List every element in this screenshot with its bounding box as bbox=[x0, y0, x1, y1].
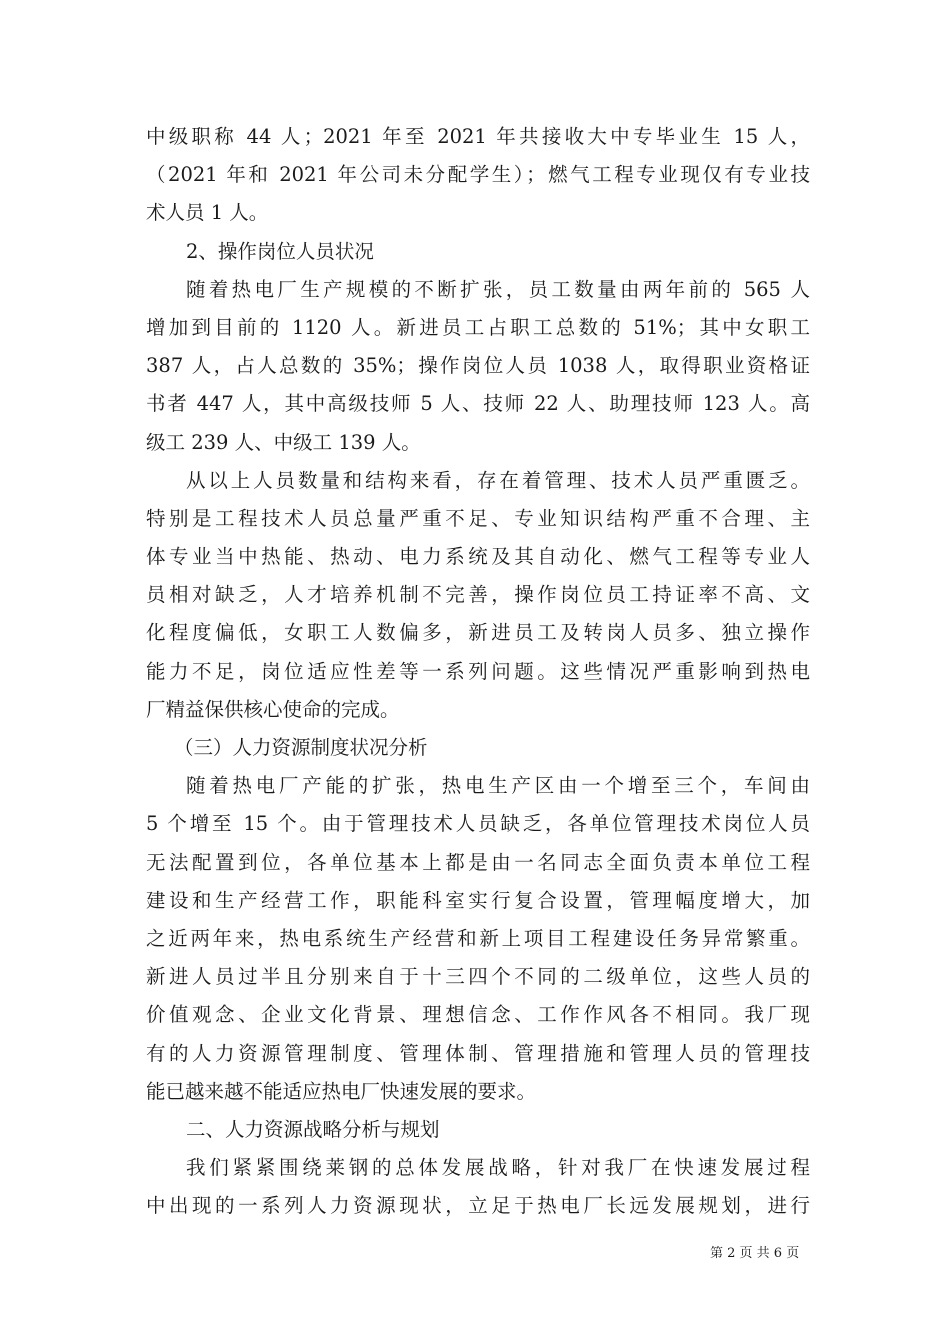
text-line: 5 个增至 15 个。由于管理技术人员缺乏，各单位管理技术岗位人员 bbox=[146, 812, 810, 836]
text-line: 术人员 1 人。 bbox=[146, 201, 269, 225]
text-line: 能已越来越不能适应热电厂快速发展的要求。 bbox=[146, 1079, 537, 1103]
text-line: 体专业当中热能、热动、电力系统及其自动化、燃气工程等专业人 bbox=[146, 545, 810, 569]
text-line: 有的人力资源管理制度、管理体制、管理措施和管理人员的管理技 bbox=[146, 1041, 810, 1065]
text-line: （2021 年和 2021 年公司未分配学生）；燃气工程专业现仅有专业技 bbox=[146, 163, 810, 187]
text-line: 化程度偏低，女职工人数偏多，新进员工及转岗人员多、独立操作 bbox=[146, 621, 810, 645]
text-line: 387 人，占人总数的 35%；操作岗位人员 1038 人，取得职业资格证 bbox=[146, 354, 810, 378]
text-line: 书者 447 人，其中高级技师 5 人、技师 22 人、助理技师 123 人。高 bbox=[146, 392, 810, 416]
text-line: 无法配置到位，各单位基本上都是由一名同志全面负责本单位工程 bbox=[146, 850, 810, 874]
text-line: 增加到目前的 1120 人。新进员工占职工总数的 51%；其中女职工 bbox=[146, 315, 810, 339]
text-line: 级工 239 人、中级工 139 人。 bbox=[146, 430, 421, 454]
text-line: 新进人员过半且分别来自于十三四个不同的二级单位，这些人员的 bbox=[146, 965, 810, 989]
page-number: 第 2 页 共 6 页 bbox=[710, 1246, 800, 1261]
text-line: 价值观念、企业文化背景、理想信念、工作作风各不相同。我厂现 bbox=[146, 1003, 810, 1027]
text-line: 我们紧紧围绕莱钢的总体发展战略，针对我厂在快速发展过程 bbox=[186, 1156, 810, 1180]
text-line: 二、人力资源战略分析与规划 bbox=[186, 1117, 440, 1141]
text-line: 员相对缺乏，人才培养机制不完善，操作岗位员工持证率不高、文 bbox=[146, 583, 810, 607]
text-line: 从以上人员数量和结构来看，存在着管理、技术人员严重匮乏。 bbox=[186, 468, 810, 492]
text-line: 随着热电厂生产规模的不断扩张，员工数量由两年前的 565 人 bbox=[186, 277, 810, 301]
document-body bbox=[146, 118, 810, 1225]
text-line: 特别是工程技术人员总量严重不足、专业知识结构严重不合理、主 bbox=[146, 506, 810, 530]
text-line: 厂精益保供核心使命的完成。 bbox=[146, 697, 400, 721]
text-line: （三）人力资源制度状况分析 bbox=[174, 736, 428, 759]
text-line: 中级职称 44 人；2021 年至 2021 年共接收大中专毕业生 15 人， bbox=[146, 125, 810, 148]
text-line: 中出现的一系列人力资源现状，立足于热电厂长远发展规划，进行 bbox=[146, 1194, 810, 1218]
text-line: 建设和生产经营工作，职能科室实行复合设置，管理幅度增大，加 bbox=[146, 888, 810, 912]
text-line: 能力不足，岗位适应性差等一系列问题。这些情况严重影响到热电 bbox=[146, 659, 810, 683]
text-line: 2、操作岗位人员状况 bbox=[186, 239, 374, 263]
text-line: 随着热电厂产能的扩张，热电生产区由一个增至三个，车间由 bbox=[186, 774, 810, 798]
text-line: 之近两年来，热电系统生产经营和新上项目工程建设任务异常繁重。 bbox=[146, 926, 810, 950]
